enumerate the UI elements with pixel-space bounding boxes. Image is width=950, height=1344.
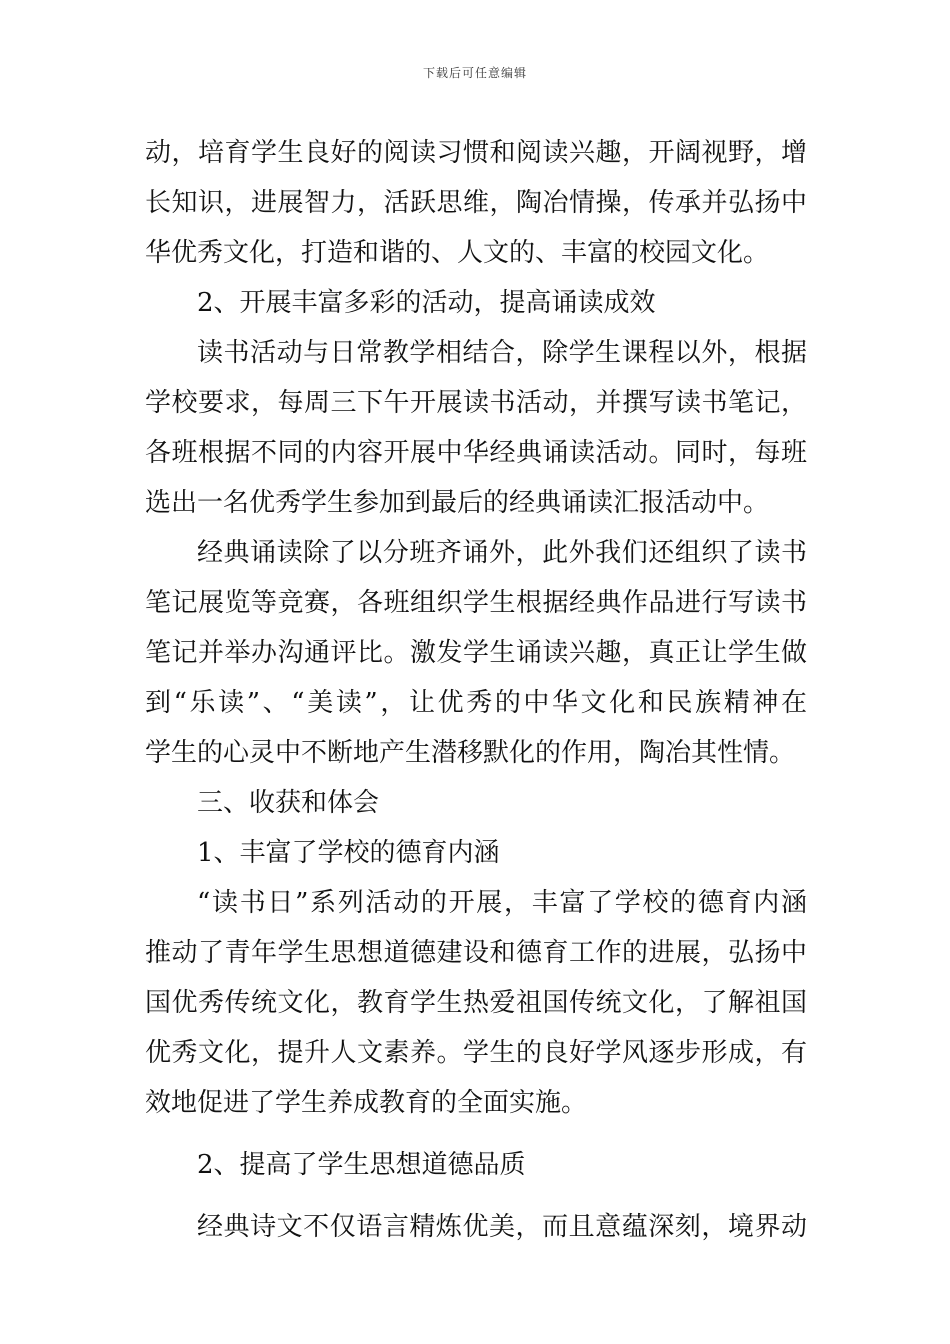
- body-line: 长知识，进展智力，活跃思维，陶冶情操，传承并弘扬中: [145, 188, 807, 218]
- body-line: 优秀文化，提升人文素养。学生的良好学风逐步形成，有: [145, 1038, 807, 1068]
- paragraph-first-line: 读书活动与日常教学相结合，除学生课程以外，根据: [197, 338, 807, 368]
- body-line: 推动了青年学生思想道德建设和德育工作的进展，弘扬中: [145, 938, 807, 968]
- body-line: 学生的心灵中不断地产生潜移默化的作用，陶冶其性情。: [145, 738, 796, 768]
- paragraph-first-line: 经典诗文不仅语言精炼优美，而且意蕴深刻，境界动: [197, 1212, 807, 1242]
- body-line: 到“乐读”、“美读”，让优秀的中华文化和民族精神在: [145, 688, 807, 718]
- body-line: 选出一名优秀学生参加到最后的经典诵读汇报活动中。: [145, 488, 770, 518]
- paragraph-gap: [145, 1190, 807, 1202]
- body-line: 效地促进了学生养成教育的全面实施。: [145, 1088, 588, 1118]
- body-line: 笔记展览等竞赛，各班组织学生根据经典作品进行写读书: [145, 588, 807, 618]
- section-subheading: 2、开展丰富多彩的活动，提高诵读成效: [197, 288, 656, 318]
- section-heading: 三、收获和体会: [197, 788, 380, 818]
- body-line: 动，培育学生良好的阅读习惯和阅读兴趣，开阔视野，增: [145, 138, 807, 168]
- paragraph-first-line: 经典诵读除了以分班齐诵外，此外我们还组织了读书: [197, 538, 807, 568]
- body-line: 华优秀文化，打造和谐的、人文的、丰富的校园文化。: [145, 238, 770, 268]
- paragraph-gap: [145, 1128, 807, 1140]
- body-line: 国优秀传统文化，教育学生热爱祖国传统文化，了解祖国: [145, 988, 807, 1018]
- paragraph-first-line: “读书日”系列活动的开展，丰富了学校的德育内涵: [197, 888, 807, 918]
- document-body: [145, 128, 807, 1252]
- body-line: 笔记并举办沟通评比。激发学生诵读兴趣，真正让学生做: [145, 638, 807, 668]
- header-note: 下载后可任意编辑: [422, 66, 527, 80]
- section-subheading: 2、提高了学生思想道德品质: [197, 1150, 526, 1180]
- body-line: 各班根据不同的内容开展中华经典诵读活动。同时，每班: [145, 438, 807, 468]
- section-subheading: 1、丰富了学校的德育内涵: [197, 838, 500, 868]
- body-line: 学校要求，每周三下午开展读书活动，并撰写读书笔记，: [145, 388, 807, 418]
